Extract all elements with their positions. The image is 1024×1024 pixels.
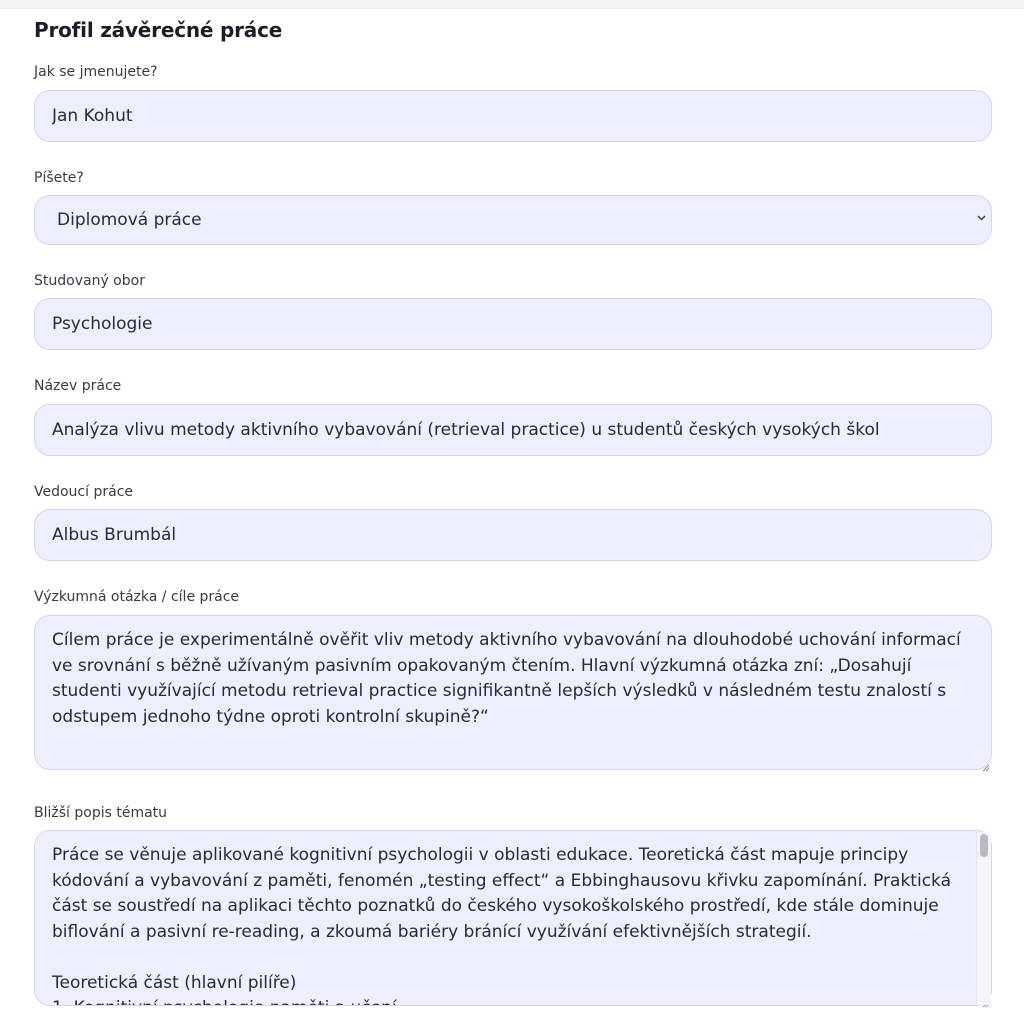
description-scrollbar[interactable] [976,832,991,1005]
chevron-down-icon [976,211,986,225]
name-input[interactable] [34,90,992,142]
thesis-title-label: Název práce [34,378,122,394]
name-label: Jak se jmenujete? [34,64,158,80]
description-scrollbar-thumb[interactable] [980,834,988,857]
top-bar [0,0,1024,9]
research-question-label: Výzkumná otázka / cíle práce [34,589,240,605]
description-textarea[interactable] [34,830,992,1006]
supervisor-input[interactable] [34,509,992,561]
resize-grip-icon[interactable] [980,757,990,767]
thesis-title-input[interactable] [34,404,992,456]
thesis-type-select[interactable] [34,195,992,245]
research-question-textarea[interactable] [34,615,992,770]
page-title: Profil závěrečné práce [34,18,283,42]
field-of-study-input[interactable] [34,298,992,350]
field-of-study-label: Studovaný obor [34,273,145,289]
supervisor-label: Vedoucí práce [34,484,133,500]
description-label: Bližší popis tématu [34,805,168,821]
thesis-type-value: Diplomová práce [34,195,992,245]
thesis-type-label: Píšete? [34,170,84,186]
